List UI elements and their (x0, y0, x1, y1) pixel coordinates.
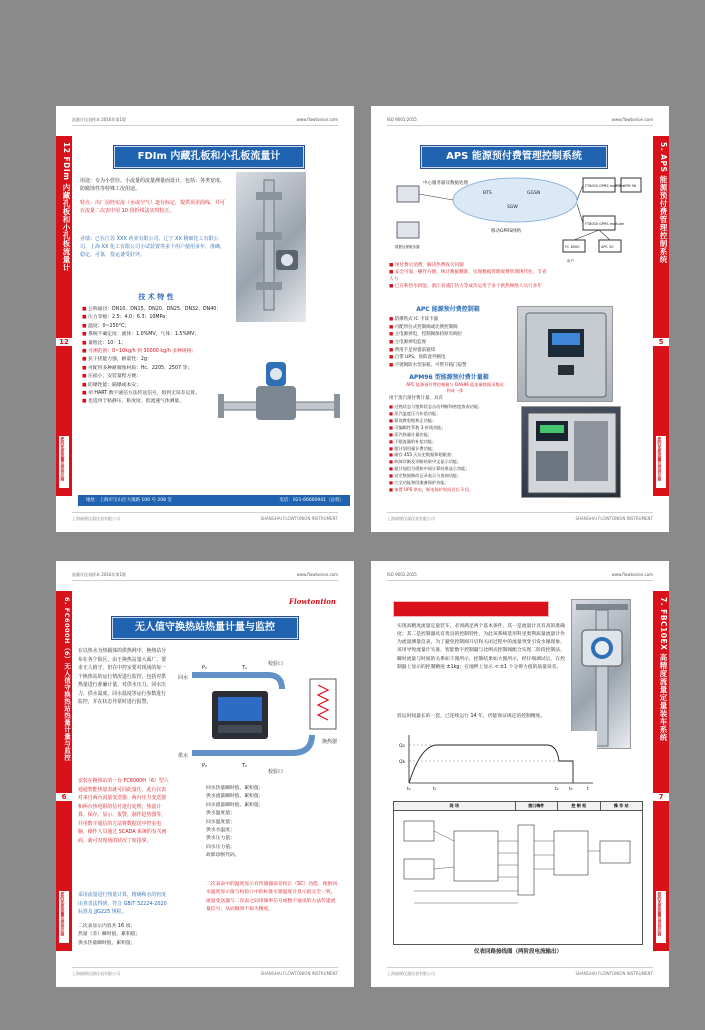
flow-time-curve-drawing (397, 731, 597, 793)
page-number: 7 (653, 793, 669, 801)
page-title: FDIm 内藏孔板和小孔板流量计 (114, 146, 304, 168)
page-header (72, 571, 338, 581)
spec-item: ■ 温度：0~250°C； (82, 323, 240, 331)
page-footer (387, 512, 653, 522)
flowmeter-horizontal-drawing (216, 356, 342, 438)
chapter-sidebar (653, 591, 669, 951)
net-label-gprs: 移动GPRS网络 (491, 229, 522, 234)
footer-right: SHANGHAI FLOWTONION INSTRUMENT (260, 971, 338, 976)
wiring-diagram (393, 801, 643, 945)
curve-label-t0: t₀ (407, 787, 411, 792)
wiring-lines (394, 811, 642, 921)
header-left: ISO 9001:2015 (387, 117, 417, 122)
feature-text: 特点：出厂前经实流（水或空气）逐台标定，提供误差曲线，并可在流量二次表中用 10 段折线法实时校正。 (80, 200, 226, 214)
para-one: 实现高精度流量定量装车，必须满足两个基本条件，其一是流量计具有高的准确度；其二是控制器具有优良的控制特性，为此该系统选用科里奥利质量流量计作为流量测量仪表，为了避免控制阀开启和关闭过程中的流量突变引发水锤现象，该用导致流量计失准，智能数字控制器与比例式控制阀配合实现二阶段控制法，瞬时流量与时间的关系如下图所示，控制结果如大图所示，经仔细调试后，在控制器上显示的控制精度 ±1kg；在地秤上显示 < ±1 个分辨力值的质量误差。 (397, 624, 565, 670)
apm-item: ■ 可编辑性系数 3 折线功能； (389, 425, 515, 432)
apm-item: ■ 故障诊断及诊断结果中文显示功能； (389, 459, 515, 466)
apc-item: ■ 主电源掉电监视 (389, 339, 509, 347)
heat-station-drawing (172, 645, 344, 783)
spec-item: ■ 压损小，安装量程方便； (82, 373, 240, 381)
chapter-sidebar (56, 136, 72, 496)
apm-item: ■ 算误教彩饱和正功能； (389, 418, 515, 425)
chapter-sidebar (56, 591, 72, 951)
apm-item: ■ 储存 455 天历史数据和超限查； (389, 452, 515, 459)
display-item: 回水压力值； (206, 844, 235, 850)
customer-text: 业绩：已在江苏 XXX 药业有限公司、辽宁 XX 精细化工有限公司、上海 XX 化工有限公司小试装置等多个用户使用多年，准确、稳定、可靠，投运备受好评。 (80, 236, 226, 258)
display-item: 热量（差）瞬时值、累积值； (78, 932, 141, 938)
net-label-apm96: APM 96 (623, 184, 637, 188)
network-diagram-drawing (387, 172, 645, 264)
apc-cabinet-drawing (518, 307, 614, 403)
flowmeter-vertical-drawing (236, 172, 306, 322)
footer-right: SHANGHAI FLOWTONION INSTRUMENT (260, 516, 338, 521)
spec-item: ■ 可测范围：0~10kg/h 到 30000 kg/h 多种规格； (82, 348, 240, 356)
net-label-apc30: APC 30 (601, 245, 614, 249)
sidebar-title: 7. FBC10EX 高精度流量定量装车系统 (659, 597, 668, 742)
para-two: 投运时间最长的一套，已连续运行 14 年，仍能保证规定的控制精度。 (397, 714, 546, 719)
display-item: 故障诊断代码。 (206, 853, 240, 859)
diag-label-p1: P₁ (202, 665, 208, 671)
page-title: 无人值守换热站热量计量与监控 (112, 617, 298, 639)
apc-item: ■ 不锈钢防水型表箱，可带开箱门报警 (389, 362, 509, 370)
apc-item: ■ 防爆铁式 IC 卡读卡器 (389, 316, 509, 324)
page-number: 5 (653, 338, 669, 346)
sidebar-title: 6. FC6000H（6）无人值守换热站热量计量与监控 (63, 597, 71, 762)
apm-cabinet-drawing (522, 407, 622, 499)
net-label-bts: BTS (483, 191, 492, 196)
company-logo: Flowtontion (289, 597, 336, 606)
curve-label-t3: t₃ (569, 787, 573, 792)
apm-item: ■ 备置 UPS 供电，断电保护时间近长 3 倍。 (389, 487, 515, 494)
apc-list (389, 316, 509, 369)
display-item: 供水压力值； (206, 836, 235, 842)
apm-item: ■ 蒸汽温度压力补偿功能； (389, 411, 515, 418)
curve-label-t1: t₁ (433, 787, 437, 792)
page-12 (56, 106, 354, 532)
spec-item: ■ 抗干扰能力强，耐震性：2g； (82, 356, 240, 364)
apc-item: ■ 费用不足时提前通知 (389, 347, 509, 355)
page-number: 12 (56, 338, 72, 346)
apc-item: ■ 主电源掉电，控制阀保持原有阀位 (389, 331, 509, 339)
apm-cabinet-photo (521, 406, 621, 498)
display-item: 供水热量瞬时值、累积值； (78, 940, 136, 946)
header-left: 流量计仪表样本 2016年第1版 (72, 572, 126, 577)
net-label-ggsn: GGSN (527, 191, 541, 196)
apc-item: ■ 自带 UPS，预防意外断电 (389, 354, 509, 362)
sidebar-slogan: 您的优质流量仪表供应商 (656, 891, 666, 943)
footer-right: SHANGHAI FLOWTONION INSTRUMENT (575, 971, 653, 976)
intro-item: ■ 安全可靠，操作方便，统计数据精准，实现数据管理收费管理现代化，节省人力 (389, 269, 549, 283)
spec-item: ■ 可配用多种耐腐蚀材质：Hc、2205、2507 等； (82, 365, 240, 373)
page-number: 6 (56, 793, 72, 801)
loading-station-photo (571, 599, 631, 749)
diag-label-exchanger: 换热器 (322, 739, 338, 745)
page-header (387, 571, 653, 581)
header-left: ISO 9001:2015 (387, 572, 417, 577)
apm-item: ■ 下限流量的补偿功能； (389, 439, 515, 446)
spec-item: ■ 压力等级：2.5；4.0；6.3；10MPa； (82, 314, 240, 322)
diag-label-check-a: 校验口 (268, 661, 284, 667)
diag-label-t1: T₁ (242, 665, 248, 671)
heat-station-diagram (172, 645, 344, 783)
apm-item: ■ 设定数据修改记录表示与查询功能； (389, 473, 515, 480)
diag-label-p2: P₂ (202, 763, 208, 769)
net-label-dataserver: 数据处理服务器 (395, 245, 420, 249)
display-item: 回水流量瞬时值、累积值； (206, 802, 264, 808)
wiring-col-station: 操 作 站 (613, 803, 629, 808)
wiring-col-field: 现 场 (394, 802, 516, 810)
network-diagram (387, 172, 645, 264)
curve-label-t2: t₂ (555, 787, 559, 792)
intro-item: ■ 预付费后消费，解决热费收欠问题 (389, 262, 549, 269)
page-title: APS 能源预付费管理控制系统 (421, 146, 607, 168)
display-list-b (206, 785, 334, 861)
display-item: 供水流量瞬时值、累积值； (206, 794, 264, 800)
display-list-a (78, 923, 170, 948)
flow-time-curve (397, 731, 597, 793)
net-label-ft8000-a: FT8000 GPRS moduler (585, 184, 625, 188)
spec-item: ■ 公称通径：DN10、DN15、DN20、DN25、DN32、DN40； (82, 306, 240, 314)
spec-item: ■ 用 HART 数字通信方法传送信号，俱到无误差运算。 (82, 390, 240, 398)
footer-left: 上海福顿仪器仪表有限公司 (387, 971, 435, 976)
sidebar-slogan: 您的优质流量仪表供应商 (656, 436, 666, 488)
wiring-header (394, 802, 642, 811)
curve-label-t: t (587, 787, 589, 792)
header-left: 流量计仪表样本 2016年第1版 (72, 117, 126, 122)
page-footer (72, 512, 338, 522)
page-5 (371, 106, 669, 532)
apm-list (389, 404, 515, 494)
apc-title: APC 能源预付费控制箱 (416, 306, 480, 313)
wiring-caption: 仪表回路接线图（两阶段电流输出） (473, 949, 562, 955)
intro-text: 在以热水为热载体的供热网中，换热站分布在各个街区，由于换热站量大面广，要求无人值守，但在中控室要对现场的每一个换热站的运行情况进行监控，包括对供热量进行准确计量，对供水压力、回水压力、供水温度、回水温度等运行参数进行监控，并在状态异常时进行报警。 (78, 648, 167, 706)
address-bar (78, 495, 350, 506)
diag-label-t2: T₂ (242, 763, 248, 769)
header-right: www.flowtonion.com (611, 572, 653, 577)
header-right: www.flowtonion.com (611, 117, 653, 122)
spec-item: ■ 量程比：10：1； (82, 340, 240, 348)
apm-item: ■ 蒸汽热量计量功能； (389, 432, 515, 439)
display-list-title: 二次表显示内容共 16 项： (78, 924, 136, 929)
loading-station-drawing (572, 600, 632, 750)
sidebar-slogan: 您的优质流量仪表供应商 (59, 436, 69, 488)
tech-title: 技 术 特 性 (138, 293, 174, 301)
wiring-col-interface: 接口端件 (516, 802, 559, 810)
sidebar-title: 5. APS 能源预付费管理控制系统 (659, 142, 668, 264)
flowmeter-horizontal-photo (216, 356, 342, 438)
apc-cabinet-photo (517, 306, 613, 402)
apm-title: APM96 型能源预付费计量箱 (409, 374, 489, 381)
address-text: 地址：上海市宝山区大康路 100 号 208 室 (86, 498, 172, 503)
diag-label-supply: 供水 (178, 753, 189, 759)
sidebar-title: 12 FDIm 内藏孔板和小孔板流量计 (62, 142, 71, 272)
usage-text: 用途：专为小管径、小流量的流量测量而设计，包括：各类宽度、防腐蚀性等特殊工况用途。 (80, 178, 226, 192)
page-header (387, 116, 653, 126)
apm-lead: 用于蒸汽预付费计量，具有 (389, 396, 443, 401)
header-right: www.flowtonion.com (296, 117, 338, 122)
apm-subtitle: APC 能源预付费控制箱与 DAS96 能流量数据采集站构成一体 (406, 382, 504, 393)
apm-item: ■ 超计划信号缓和中间计算结果显示功能； (389, 466, 515, 473)
intro-item: ■ 已在和热水供能、浙江省浦江热力等成功运用于多个供热网络人员行多年 (389, 283, 549, 290)
display-item: 供水水温度； (206, 827, 235, 833)
net-label-sgw: SGW (507, 205, 518, 210)
page-footer (72, 967, 338, 977)
page-header (72, 116, 338, 126)
apc-item: ■ 可配所位式控制阀或比例控制阀 (389, 324, 509, 332)
net-label-server: 中心服务器及数据处理 (423, 181, 468, 186)
footer-left: 上海福顿仪器仪表有限公司 (72, 971, 120, 976)
para-four: 二次表表中的温度显示有传感器误差校正（SC）功能，使供回水温度显示值与检验口中的标准水银温度计显示值完全一致，流量变送器与二次表之间用频率信号或数字通讯的方法传递流量信号，从而做到不损失精度。 (206, 882, 338, 913)
sidebar-slogan: 您的优质流量仪表供应商 (59, 891, 69, 943)
apm-item: ■ 穴全功能和回滚备保护功能； (389, 480, 515, 487)
apm-item: ■ 过热状态与饱和状态自动判断和密度查表功能； (389, 404, 515, 411)
footer-left: 上海福顿仪器仪表有限公司 (387, 516, 435, 521)
net-label-fc6000: FC 6000 (565, 245, 580, 249)
page-title: FBC10EX 高精度流量定量装车系统 (393, 601, 549, 617)
page-footer (387, 967, 653, 977)
page-6 (56, 561, 354, 987)
spec-item: ■ 防爆性能：隔爆或本安； (82, 382, 240, 390)
chapter-sidebar (653, 136, 669, 496)
diag-label-check-b: 校验口 (268, 769, 284, 775)
diag-label-return: 回水 (178, 675, 189, 681)
display-item: 供水温度值； (206, 811, 235, 817)
curve-label-qs: Qs (399, 744, 405, 749)
net-label-user: 用户 (567, 259, 574, 263)
footer-right: SHANGHAI FLOWTONION INSTRUMENT (575, 516, 653, 521)
display-item: 回水热量瞬时值、累积值； (206, 786, 264, 791)
header-right: www.flowtonion.com (296, 572, 338, 577)
net-label-ft8000-b: FT8000 GPRS moduler (585, 222, 625, 226)
flowmeter-vertical-photo (236, 172, 306, 322)
spec-item: ■ 也适用于粘静压、粘度度、低流速气体测量。 (82, 398, 240, 406)
intro-list (389, 262, 549, 290)
spec-item: ■ 系统不确定度：液体：1.0%MV，气体：1.5%MV； (82, 331, 240, 339)
curve-label-qk: Qk (399, 760, 406, 765)
display-item: 回水温度值； (206, 819, 235, 825)
para-three: 采用流量进行热量计算，精确和水的密度由查表法得到，符合 GB/T 32224-2020 标准及 JJG225 规程。 (78, 892, 167, 916)
wiring-col-cabinet: 控 制 柜 (558, 802, 601, 810)
apm-item: ■ 超计划用量计费功能； (389, 446, 515, 453)
para-two: 安装在换热站的一台 FC6000H（6）型六通通智能热量表就可同此量住，此台仪表对来自两台流量变送器、两台压力变送器和两台热电阻的信号进行处理，热量计算，保存、显示、报警，制作趋势图等，并用数字通信的方法将数据送中控室电脑，操作人员通过 SCADA 系统的有关画面，就可对现场的状况了如指掌。 (78, 778, 169, 845)
phone-text: 电话：021-66600941（总机） (279, 498, 344, 503)
footer-left: 上海福顿仪器仪表有限公司 (72, 516, 120, 521)
page-7 (371, 561, 669, 987)
